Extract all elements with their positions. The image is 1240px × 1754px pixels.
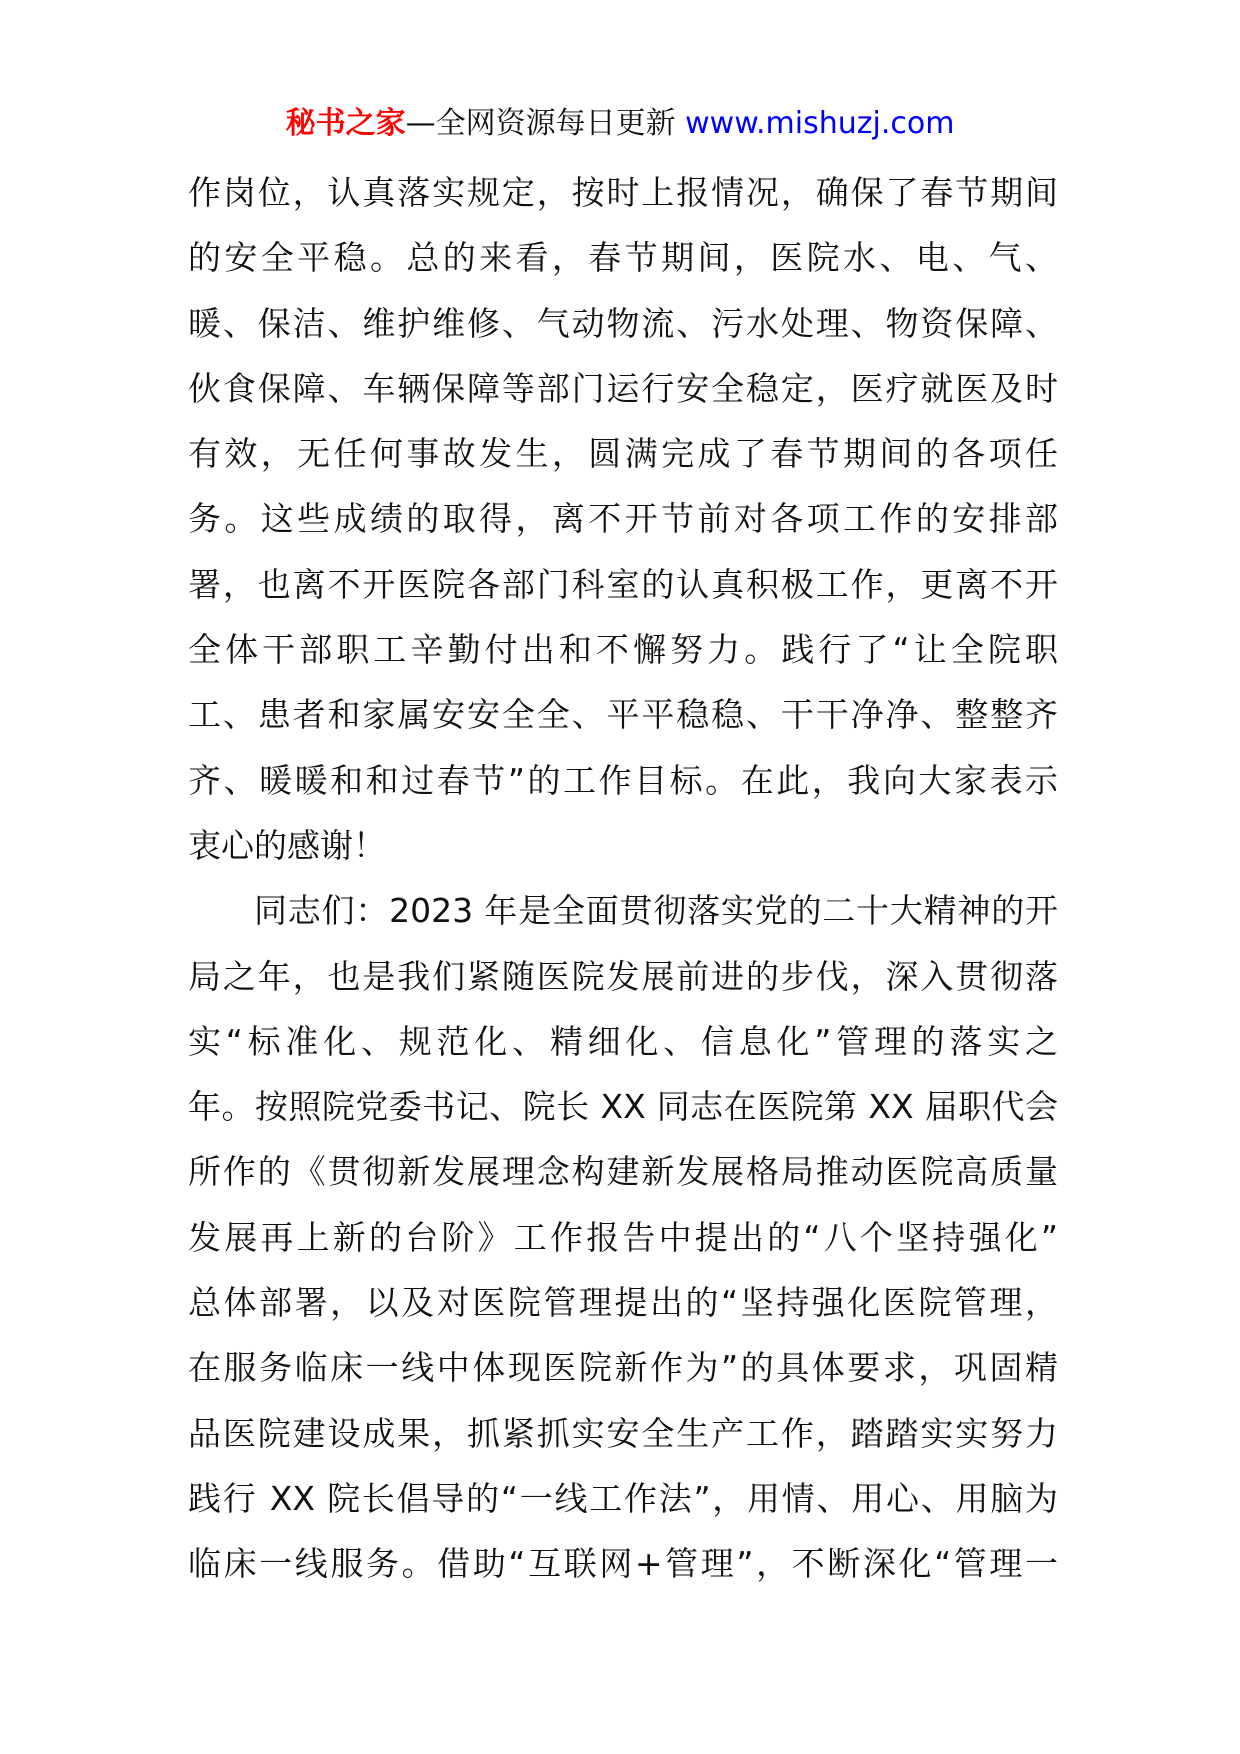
body-line: 局之年，也是我们紧随医院发展前进的步伐，深入贯彻落 bbox=[188, 956, 1058, 996]
body-line: 务。这些成绩的取得，离不开节前对各项工作的安排部 bbox=[188, 499, 1058, 539]
body-line: 所作的《贯彻新发展理念构建新发展格局推动医院高质量 bbox=[188, 1152, 1058, 1192]
header-url-link[interactable]: www.mishuzj.com bbox=[685, 106, 955, 141]
body-line: 有效，无任何事故发生，圆满完成了春节期间的各项任 bbox=[188, 434, 1058, 474]
body-line: 品医院建设成果，抓紧抓实安全生产工作，踏踏实实努力 bbox=[188, 1413, 1058, 1453]
header-slogan: —全网资源每日更新 bbox=[405, 106, 676, 141]
body-line: 的安全平稳。总的来看，春节期间，医院水、电、气、 bbox=[188, 238, 1058, 278]
body-line: 工、患者和家属安安全全、平平稳稳、干干净净、整整齐 bbox=[188, 695, 1058, 735]
body-line: 齐、暖暖和和过春节”的工作目标。在此，我向大家表示 bbox=[188, 760, 1058, 800]
body-line: 发展再上新的台阶》工作报告中提出的“八个坚持强化” bbox=[188, 1217, 1058, 1257]
body-line: 伙食保障、车辆保障等部门运行安全稳定，医疗就医及时 bbox=[188, 368, 1058, 408]
body-line: 践行 XX 院长倡导的“一线工作法”，用情、用心、用脑为 bbox=[188, 1478, 1058, 1518]
body-line: 暖、保洁、维护维修、气动物流、污水处理、物资保障、 bbox=[188, 303, 1058, 343]
body-line: 衷心的感谢！ bbox=[188, 825, 386, 865]
body-line: 全体干部职工辛勤付出和不懈努力。践行了“让全院职 bbox=[188, 630, 1058, 670]
body-line: 临床一线服务。借助“互联网+管理”，不断深化“管理一 bbox=[188, 1544, 1058, 1584]
body-line: 作岗位，认真落实规定，按时上报情况，确保了春节期间 bbox=[188, 173, 1058, 212]
body-text bbox=[188, 160, 1058, 1597]
body-line: 在服务临床一线中体现医院新作为”的具体要求，巩固精 bbox=[188, 1348, 1058, 1388]
body-line: 同志们：2023 年是全面贯彻落实党的二十大精神的开 bbox=[254, 891, 1058, 931]
header-brand: 秘书之家 bbox=[285, 106, 406, 141]
body-line: 总体部署，以及对医院管理提出的“坚持强化医院管理， bbox=[188, 1283, 1058, 1323]
page-header bbox=[0, 102, 1240, 146]
body-line: 年。按照院党委书记、院长 XX 同志在医院第 XX 届职代会 bbox=[188, 1087, 1058, 1127]
body-line: 实“标准化、规范化、精细化、信息化”管理的落实之 bbox=[188, 1021, 1058, 1061]
body-line: 署，也离不开医院各部门科室的认真积极工作，更离不开 bbox=[188, 564, 1058, 604]
